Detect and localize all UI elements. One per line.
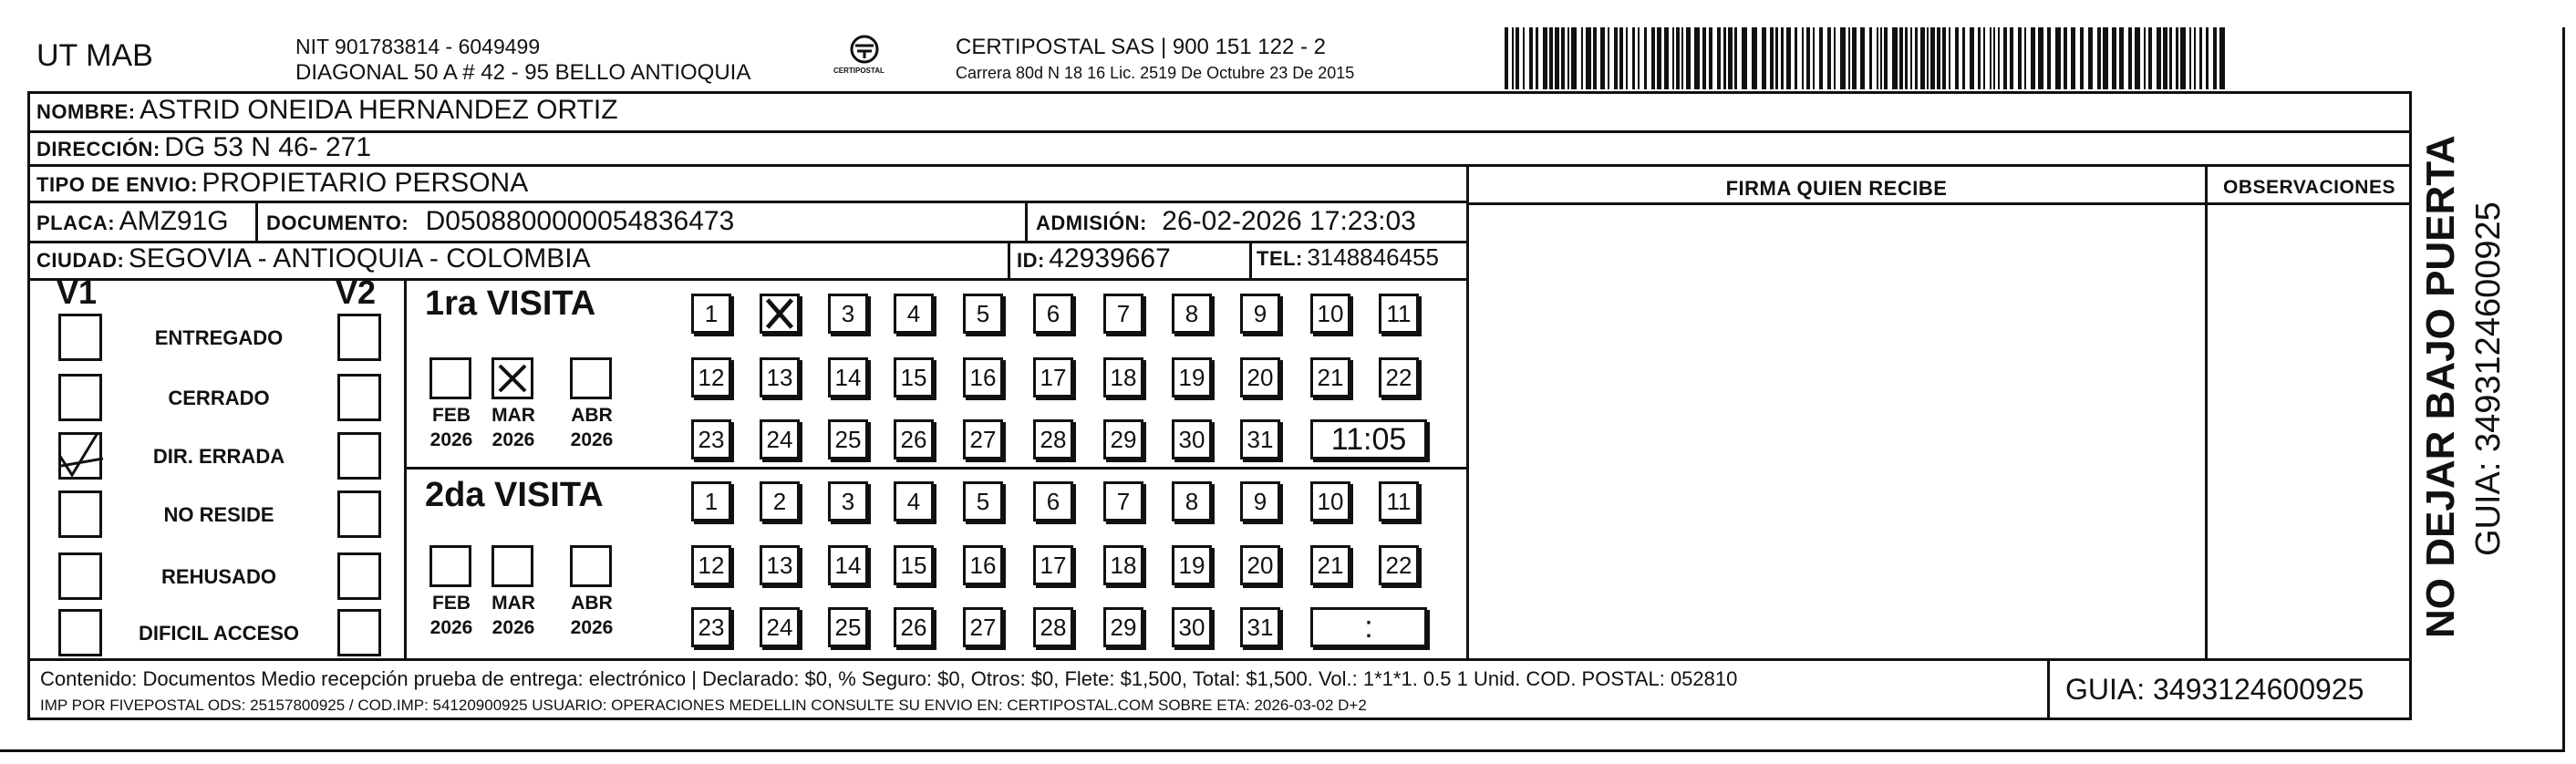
visita1-day-box[interactable]: 19 [1172,357,1212,397]
visita2-day-box[interactable]: 2 [760,481,800,521]
visita2-day-box[interactable]: 26 [894,607,934,647]
visita1-time-box[interactable]: 11:05 [1310,419,1427,459]
v2-checkbox[interactable] [337,374,381,421]
visita2-day-box[interactable]: 15 [894,545,934,585]
sender-nit: NIT 901783814 - 6049499 [295,35,541,58]
v2-checkbox[interactable] [337,490,381,538]
tipo-row: TIPO DE ENVIO: PROPIETARIO PERSONA [36,168,529,198]
visita2-day-box[interactable]: 1 [691,481,731,521]
carrier-address: Carrera 80d N 18 16 Lic. 2519 De Octubre 23 De 2015 [956,64,1355,82]
visita2-day-box[interactable]: 21 [1310,545,1350,585]
visita1-title: 1ra VISITA [425,284,596,323]
scribble-check-icon [52,428,107,482]
visita2-month-label: ABR 2026 [570,593,614,638]
carrier-name: CERTIPOSTAL SAS | 900 151 122 - 2 [956,35,1326,59]
visita1-day-box[interactable]: 6 [1033,294,1073,334]
id-row: ID: 42939667 [1017,243,1171,274]
tipo-value: PROPIETARIO PERSONA [202,168,529,198]
visita1-day-box[interactable]: 18 [1103,357,1143,397]
visita1-day-box[interactable]: 27 [963,419,1003,459]
carrier-logo [833,33,892,88]
x-mark-icon [762,295,797,332]
visita2-day-box[interactable]: 3 [828,481,868,521]
barcode-icon [1505,27,2225,89]
visita2-day-box[interactable]: 11 [1379,481,1419,521]
visita2-day-box[interactable]: 25 [828,607,868,647]
ciudad-row: CIUDAD: SEGOVIA - ANTIOQUIA - COLOMBIA [36,243,591,274]
v2-checkbox[interactable] [337,609,381,656]
carrier-logo-text: CERTIPOSTAL [833,67,885,75]
visita2-day-box[interactable]: 10 [1310,481,1350,521]
visita2-day-box[interactable]: 9 [1240,481,1280,521]
outer-bottom-edge [0,749,2565,752]
id-value: 42939667 [1049,243,1171,274]
visita2-day-box[interactable]: 31 [1240,607,1280,647]
visita2-day-box[interactable]: 23 [691,607,731,647]
documento-row: DOCUMENTO: D0508800000054836473 [266,206,735,236]
visita2-day-box[interactable]: 28 [1033,607,1073,647]
tel-value: 3148846455 [1307,243,1439,271]
visita2-day-box[interactable]: 6 [1033,481,1073,521]
visita2-day-box[interactable]: 22 [1379,545,1419,585]
status-label: REHUSADO [161,565,276,588]
visita2-day-box[interactable]: 13 [760,545,800,585]
admision-value: 26-02-2026 17:23:03 [1162,206,1416,236]
status-label: ENTREGADO [154,326,284,349]
visita1-day-box[interactable]: 3 [828,294,868,334]
visita2-day-box[interactable]: 18 [1103,545,1143,585]
status-label: CERRADO [168,387,270,409]
v2-checkbox[interactable] [337,432,381,480]
side-guia: GUIA: 3493124600925 [2469,201,2508,556]
visita1-day-box[interactable] [760,294,800,334]
v1-checkbox[interactable] [58,314,102,361]
visita1-day-box[interactable]: 23 [691,419,731,459]
admision-row: ADMISIÓN: 26-02-2026 17:23:03 [1036,206,1416,236]
sender-name: UT MAB [36,38,153,73]
ciudad-value: SEGOVIA - ANTIOQUIA - COLOMBIA [128,243,591,274]
status-label: NO RESIDE [163,503,274,526]
visita1-day-box[interactable]: 22 [1379,357,1419,397]
visita2-day-box[interactable]: 8 [1172,481,1212,521]
documento-value: D0508800000054836473 [425,206,735,236]
visita1-day-box[interactable]: 13 [760,357,800,397]
visita2-day-box[interactable]: 17 [1033,545,1073,585]
v2-checkbox[interactable] [337,314,381,361]
visita2-time-box[interactable]: : [1310,607,1427,647]
visita1-day-box[interactable]: 16 [963,357,1003,397]
sender-address: DIAGONAL 50 A # 42 - 95 BELLO ANTIOQUIA [295,60,751,85]
x-mark-icon [494,360,531,397]
visita1-day-box[interactable]: 26 [894,419,934,459]
visita1-day-box[interactable]: 24 [760,419,800,459]
v1-checkbox[interactable] [58,374,102,421]
visita1-day-box[interactable]: 30 [1172,419,1212,459]
visita1-day-box[interactable]: 10 [1310,294,1350,334]
side-warning: NO DEJAR BAJO PUERTA [2418,135,2463,638]
status-label: DIFICIL ACCESO [138,622,299,645]
nombre-row: NOMBRE: ASTRID ONEIDA HERNANDEZ ORTIZ [36,95,618,125]
visita2-day-box[interactable]: 24 [760,607,800,647]
visita2-month-checkbox[interactable] [429,545,471,587]
visita1-day-box[interactable]: 17 [1033,357,1073,397]
certipostal-logo-icon [837,33,892,88]
v1-checkbox[interactable] [58,609,102,656]
visita2-month-checkbox[interactable] [491,545,533,587]
visita1-day-box[interactable]: 15 [894,357,934,397]
visita1-day-box[interactable]: 5 [963,294,1003,334]
footer-imp: IMP POR FIVEPOSTAL ODS: 25157800925 / COD.IMP: 54120900925 USUARIO: OPERACIONES MEDELLIN CONSULTE SU ENVIO EN: CERTIPOSTAL.COM SOBRE ETA: 2026-03-02 D+2 [40,697,1367,714]
nombre-value: ASTRID ONEIDA HERNANDEZ ORTIZ [140,95,618,125]
visita2-day-box[interactable]: 29 [1103,607,1143,647]
visita1-month-label: MAR 2026 [491,405,535,450]
visita1-day-box[interactable]: 29 [1103,419,1143,459]
visita2-title: 2da VISITA [425,476,604,514]
direccion-row: DIRECCIÓN: DG 53 N 46- 271 [36,132,372,162]
v2-header: V2 [336,274,377,311]
visita1-day-box[interactable]: 8 [1172,294,1212,334]
visita2-day-box[interactable]: 30 [1172,607,1212,647]
visita2-day-box[interactable]: 16 [963,545,1003,585]
status-label: DIR. ERRADA [152,445,285,468]
visita1-day-box[interactable]: 31 [1240,419,1280,459]
visita1-month-label: ABR 2026 [570,405,614,450]
visita2-day-box[interactable]: 7 [1103,481,1143,521]
visita2-day-box[interactable]: 19 [1172,545,1212,585]
visita1-day-box[interactable]: 11 [1379,294,1419,334]
visita2-day-box[interactable]: 20 [1240,545,1280,585]
visita1-day-box[interactable]: 4 [894,294,934,334]
visita2-month-label: FEB 2026 [429,593,473,638]
footer-contenido: Contenido: Documentos Medio recepción prueba de entrega: electrónico | Declarado: $0, % Seguro: $0, Otros: $0, Flete: $1,500, Total: $1,500. Vol.: 1*1*1. 0.5 1 Unid. COD. POSTAL: 052810 [40,667,1738,690]
v1-checkbox[interactable] [58,432,102,480]
visita1-day-box[interactable]: 21 [1310,357,1350,397]
firma-header: FIRMA QUIEN RECIBE [1725,177,1948,200]
direccion-value: DG 53 N 46- 271 [164,132,372,162]
visita1-month-label: FEB 2026 [429,405,473,450]
v1-header: V1 [57,274,98,311]
visita2-month-checkbox[interactable] [570,545,612,587]
visita1-day-box[interactable]: 28 [1033,419,1073,459]
visita2-month-label: MAR 2026 [491,593,535,638]
visita2-day-box[interactable]: 12 [691,545,731,585]
visita1-day-box[interactable]: 14 [828,357,868,397]
v2-checkbox[interactable] [337,552,381,600]
placa-row: PLACA: AMZ91G [36,206,229,236]
v1-checkbox[interactable] [58,552,102,600]
v1-checkbox[interactable] [58,490,102,538]
visita1-day-box[interactable]: 1 [691,294,731,334]
visita1-day-box[interactable]: 12 [691,357,731,397]
visita1-day-box[interactable]: 9 [1240,294,1280,334]
visita1-day-box[interactable]: 20 [1240,357,1280,397]
tel-row: TEL: 3148846455 [1257,243,1439,271]
visita1-month-checkbox[interactable] [429,357,471,399]
visita1-month-checkbox[interactable] [491,357,533,399]
visita2-day-box[interactable]: 27 [963,607,1003,647]
observaciones-header: OBSERVACIONES [2223,177,2395,198]
footer-guia: GUIA: 3493124600925 [2065,673,2364,706]
placa-value: AMZ91G [119,206,229,236]
visita1-day-box[interactable]: 7 [1103,294,1143,334]
visita1-day-box[interactable]: 25 [828,419,868,459]
visita1-month-checkbox[interactable] [570,357,612,399]
outer-right-edge [2562,27,2565,752]
visita2-day-box[interactable]: 14 [828,545,868,585]
visita2-day-box[interactable]: 4 [894,481,934,521]
visita2-day-box[interactable]: 5 [963,481,1003,521]
